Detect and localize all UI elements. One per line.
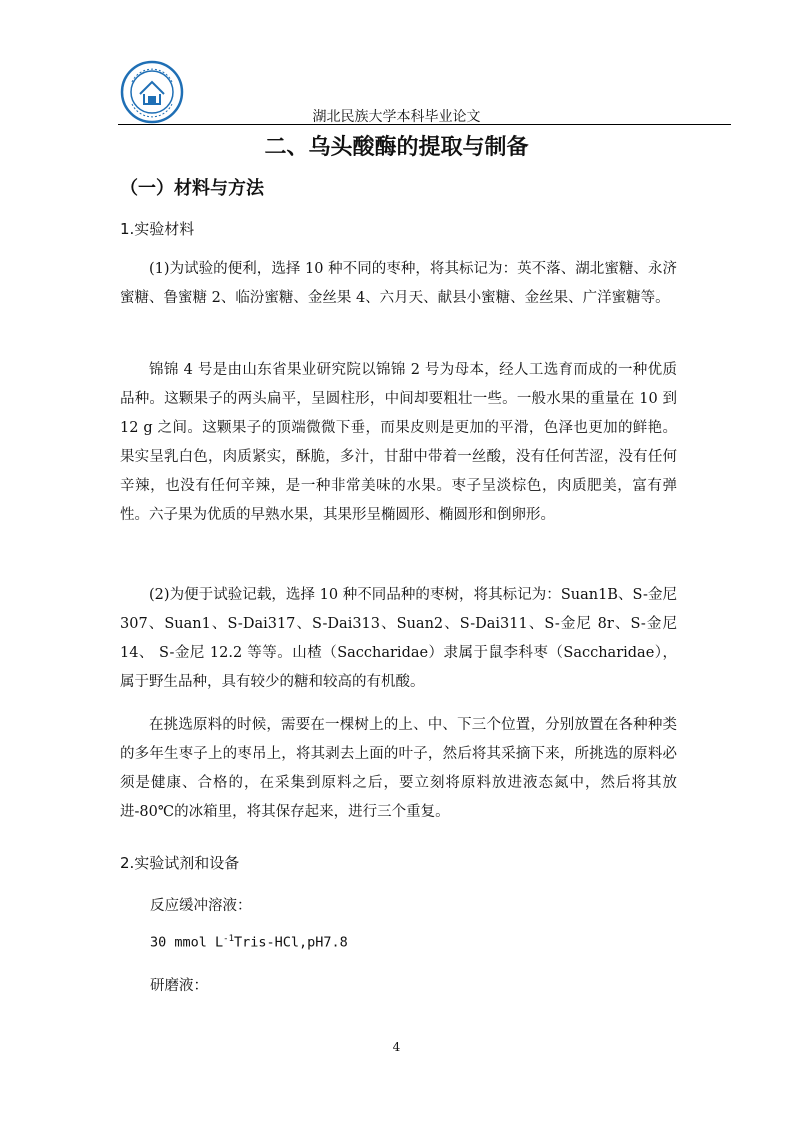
page-number: 4 <box>392 1040 401 1054</box>
running-header: 湖北民族大学本科毕业论文 <box>312 109 481 125</box>
buffer-suffix: Tris-HCl,pH7.8 <box>234 934 348 951</box>
buffer-formula <box>150 934 348 951</box>
buffer-prefix: 30 mmol L <box>150 934 224 951</box>
paragraph-2: 锦锦 4 号是由山东省果业研究院以锦锦 2 号为母本，经人工选育而成的一种优质品种。这颗果子的两头扁平，呈圆柱形，中间却要粗壮一些。一般水果的重量在 10 到 12 g 之间。这颗果子的顶端微微下垂，而果皮则是更加的平滑，色泽也更加的鲜艳。果实呈乳白色，肉质紧实，酥脆，多汁，甘甜中带着一丝酸，没有任何苦涩，没有任何辛辣，也没有任何辛辣，是一种非常美味的水果。枣子呈淡棕色，肉质肥美，富有弹性。六子果为优质的早熟水果，其果形呈椭圆形、椭圆形和倒卵形。 <box>120 362 677 523</box>
buffer-superscript: -1 <box>223 934 234 944</box>
heading-materials: 1.实验材料 <box>120 220 195 238</box>
paragraph-4: 在挑选原料的时候，需要在一棵树上的上、中、下三个位置，分别放置在各种种类的多年生枣子上的枣吊上，将其剥去上面的叶子，然后将其采摘下来，所挑选的原料必须是健康、合格的，在采集到原料之后，要立刻将原料放进液态氮中，然后将其放进-80℃的冰箱里，将其保存起来，进行三个重复。 <box>120 717 677 820</box>
paragraph-3: (2)为便于试验记载，选择 10 种不同品种的枣树，将其标记为：Suan1B、S-金尼 307、Suan1、S-Dai317、S-Dai313、Suan2、S-Dai311、S-金尼 8r、S-金尼 14、 S-金尼 12.2 等等。山楂（Saccharidae）隶属于鼠李科枣（Saccharidae），属于野生品种，具有较少的糖和较高的有机酸。 <box>120 587 677 690</box>
paragraph-1: (1)为试验的便利，选择 10 种不同的枣种，将其标记为：英不落、湖北蜜糖、永济蜜糖、鲁蜜糖 2、临汾蜜糖、金丝果 4、六月天、献县小蜜糖、金丝果、广洋蜜糖等。 <box>120 261 677 306</box>
grinding-label: 研磨液： <box>150 978 208 994</box>
header-divider <box>118 124 731 125</box>
reagent-label: 反应缓冲溶液： <box>150 898 252 914</box>
subsection-title: （一）材料与方法 <box>120 178 264 199</box>
heading-reagents: 2.实验试剂和设备 <box>120 854 240 872</box>
section-title: 二、乌头酸酶的提取与制备 <box>264 135 529 160</box>
